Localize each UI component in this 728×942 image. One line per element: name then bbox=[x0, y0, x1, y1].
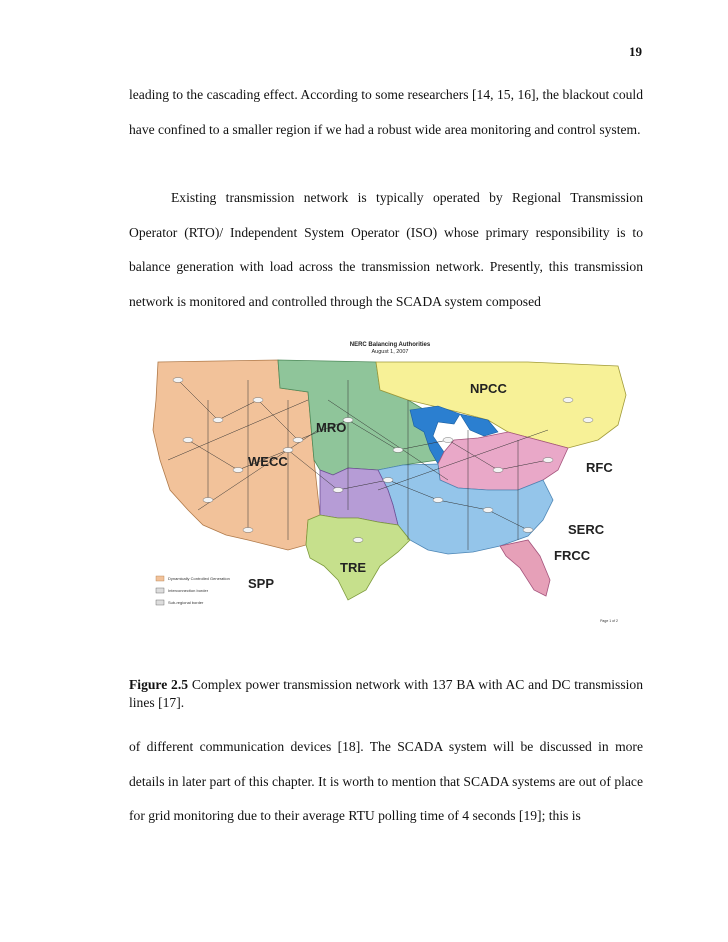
nerc-map bbox=[148, 340, 632, 628]
label-npcc: NPCC bbox=[470, 381, 507, 396]
label-mro: MRO bbox=[316, 420, 347, 435]
legend-item-1: Interconnection border bbox=[168, 588, 209, 593]
paragraph-1: leading to the cascading effect. According to some researchers [14, 15, 16], the blackout could have confined to a smaller region if we had a robust wide area monitoring and control system. bbox=[129, 87, 643, 137]
legend-item-0: Dynamically Controlled Generation bbox=[168, 576, 230, 581]
figure-caption bbox=[129, 676, 643, 712]
region-frcc bbox=[500, 540, 550, 596]
legend-item-2: Sub-regional border bbox=[168, 600, 204, 605]
legend-swatch-subregional bbox=[156, 600, 164, 605]
map-page-note: Page 1 of 2 bbox=[600, 619, 618, 623]
legend-swatch-interconnection bbox=[156, 588, 164, 593]
map-date: August 1, 2007 bbox=[371, 349, 409, 355]
nerc-map-figure bbox=[148, 340, 632, 628]
label-rfc: RFC bbox=[586, 460, 613, 475]
page-number: 19 bbox=[629, 44, 642, 59]
label-wecc: WECC bbox=[248, 454, 288, 469]
label-frcc: FRCC bbox=[554, 548, 591, 563]
label-tre: TRE bbox=[340, 560, 366, 575]
paragraph-2: Existing transmission network is typically operated by Regional Transmission Operator (RTO)/ Independent System Operator (ISO) whose primary responsibility is to balance generation with load across the transmission network. Presently, this transmission network is monitored and controlled through the SCADA system composed bbox=[129, 190, 643, 309]
figure-caption-text: Complex power transmission network with 137 BA with AC and DC transmission lines [17]. bbox=[129, 677, 644, 710]
label-spp: SPP bbox=[248, 576, 275, 591]
paragraph-3: of different communication devices [18]. The SCADA system will be discussed in more details in later part of this chapter. It is worth to mention that SCADA systems are out of place for grid monitoring due to their average RTU polling time of 4 seconds [19]; this is bbox=[129, 739, 643, 823]
map-legend bbox=[156, 576, 230, 605]
region-tre bbox=[306, 515, 410, 600]
label-serc: SERC bbox=[568, 522, 605, 537]
legend-swatch-dcg bbox=[156, 576, 164, 581]
figure-label: Figure 2.5 bbox=[129, 677, 189, 692]
map-title: NERC Balancing Authorities bbox=[349, 342, 431, 348]
